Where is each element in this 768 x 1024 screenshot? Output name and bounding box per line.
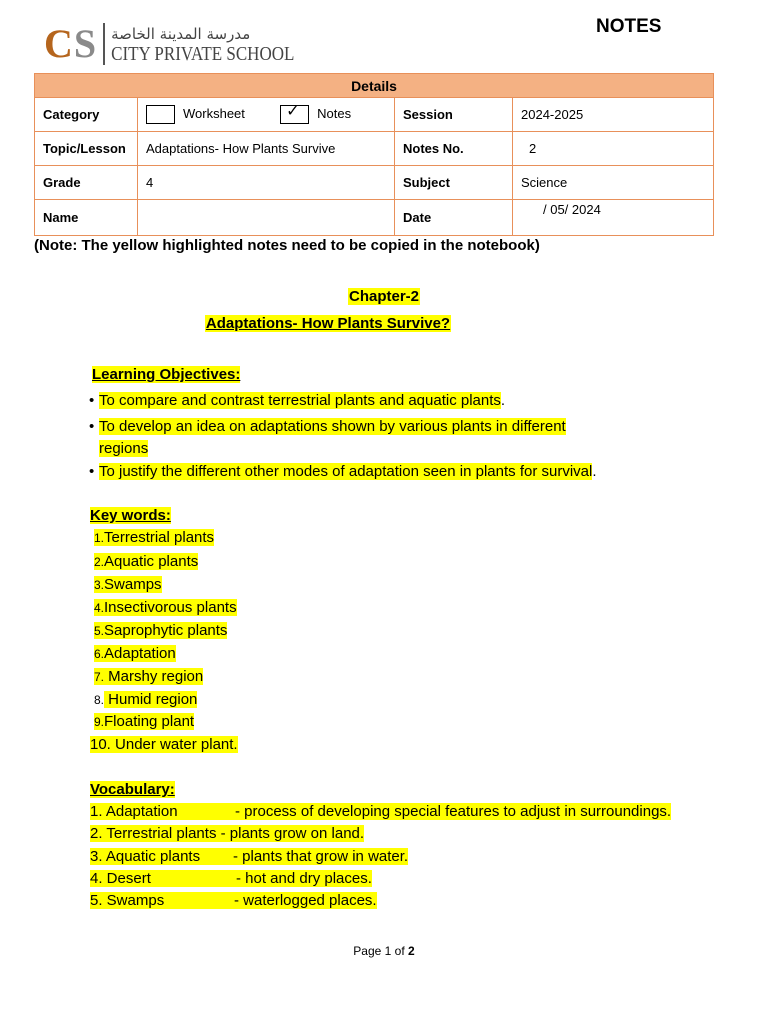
details-table — [34, 73, 714, 236]
keyword-item: 1.Terrestrial plants — [94, 529, 215, 546]
keyword-item: 3.Swamps — [94, 576, 162, 593]
logo-arabic-name: مدرسة المدينة الخاصة — [111, 25, 251, 43]
bullet-icon: • — [89, 463, 95, 480]
logo-initials: CS — [44, 21, 98, 66]
keyword-item: 7. Marshy region — [94, 668, 204, 685]
vocabulary-item: 2. Terrestrial plants - plants grow on land. — [90, 825, 365, 842]
chapter-number-text: Chapter-2 — [348, 288, 419, 305]
session-value: 2024-2025 — [513, 98, 714, 132]
keyword-item: 10. Under water plant. — [90, 736, 238, 753]
topic-label: Topic/Lesson — [35, 132, 138, 166]
school-logo — [44, 18, 294, 70]
highlight-note: (Note: The yellow highlighted notes need to be copied in the notebook) — [34, 237, 540, 254]
vocabulary-item: 4. Desert - hot and dry places. — [90, 870, 372, 887]
keyword-item: 6.Adaptation — [94, 645, 176, 662]
page-heading: NOTES — [596, 16, 662, 37]
details-header: Details — [35, 74, 714, 98]
grade-value: 4 — [138, 166, 395, 200]
bullet-icon: • — [89, 418, 95, 435]
objective-item-continued: regions — [99, 440, 149, 457]
keyword-item: 2.Aquatic plants — [94, 553, 199, 570]
topic-value: Adaptations- How Plants Survive — [138, 132, 395, 166]
category-options — [138, 98, 395, 132]
worksheet-checkbox[interactable] — [146, 105, 175, 124]
keyword-item: 4.Insectivorous plants — [94, 599, 237, 616]
chapter-number — [0, 288, 768, 305]
objective-item: • To develop an idea on adaptations shown by various plants in different — [89, 416, 709, 438]
checkmark-icon: ✓ — [286, 103, 300, 120]
session-label: Session — [395, 98, 513, 132]
notes-checkbox[interactable] — [280, 105, 309, 124]
notes-no-value: 2 — [513, 132, 714, 166]
notes-option-label: Notes — [317, 105, 352, 121]
vocabulary-heading: Vocabulary: — [90, 781, 175, 798]
subject-value: Science — [513, 166, 714, 200]
keyword-item: 8. Humid region — [94, 691, 198, 708]
keyword-item: 5.Saprophytic plants — [94, 622, 228, 639]
chapter-title-text: Adaptations- How Plants Survive? — [205, 315, 451, 332]
worksheet-option-label: Worksheet — [183, 105, 245, 121]
date-label: Date — [395, 200, 513, 236]
logo-english-name: CITY PRIVATE SCHOOL — [111, 42, 295, 65]
page-footer: Page 1 of 2 — [353, 944, 415, 958]
name-label: Name — [35, 200, 138, 236]
grade-label: Grade — [35, 166, 138, 200]
keyword-item: 9.Floating plant — [94, 713, 195, 730]
notes-no-label: Notes No. — [395, 132, 513, 166]
keywords-heading: Key words: — [90, 507, 171, 524]
objective-item: • To justify the different other modes of adaptation seen in plants for survival. — [89, 461, 709, 483]
objective-item: • To compare and contrast terrestrial plants and aquatic plants. — [89, 390, 709, 412]
subject-label: Subject — [395, 166, 513, 200]
category-label: Category — [35, 98, 138, 132]
name-field[interactable] — [138, 200, 395, 236]
vocabulary-item: 1. Adaptation - process of developing special features to adjust in surroundings. — [90, 803, 672, 820]
date-value: / 05/ 2024 — [513, 200, 714, 236]
logo-divider — [103, 23, 105, 65]
vocabulary-item: 5. Swamps - waterlogged places. — [90, 892, 377, 909]
bullet-icon: • — [89, 392, 95, 409]
chapter-title — [0, 315, 656, 332]
vocabulary-item: 3. Aquatic plants - plants that grow in water. — [90, 848, 409, 865]
objectives-heading: Learning Objectives: — [92, 366, 241, 383]
